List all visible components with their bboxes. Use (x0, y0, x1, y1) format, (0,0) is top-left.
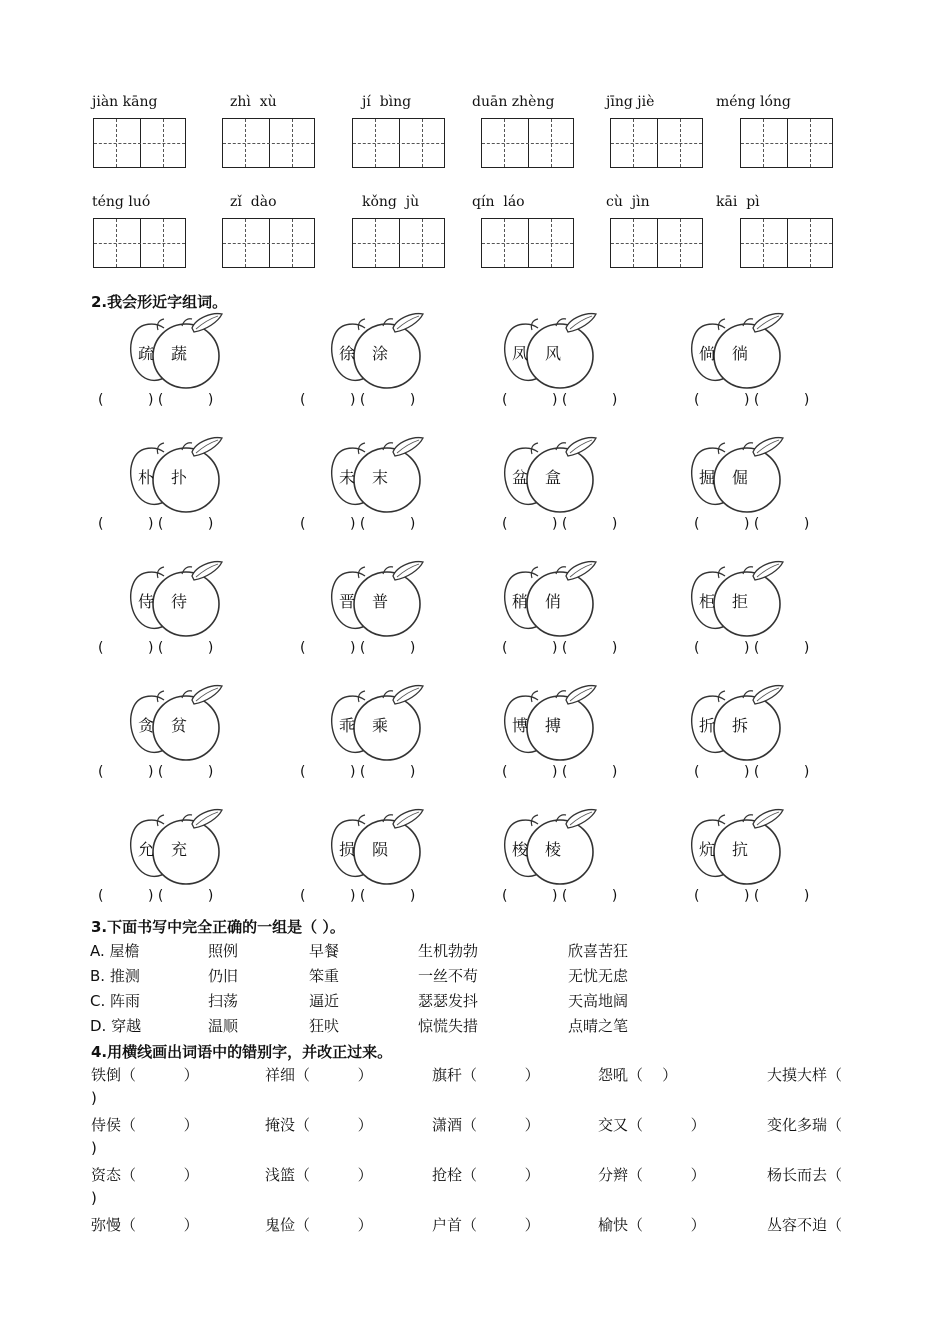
option-word: 一丝不苟 (418, 967, 479, 985)
option-word: 温顺 (208, 1017, 239, 1035)
option-word: 天高地阔 (568, 992, 629, 1010)
correction-item[interactable]: 祥细（ ） (265, 1066, 373, 1084)
character-left: 炕 (699, 840, 716, 859)
pinyin-label: jiàn kāng (92, 94, 158, 110)
character-left: 乖 (339, 716, 356, 735)
apple-character-pair (126, 558, 226, 638)
apple-character-pair (687, 310, 787, 390)
writing-grid[interactable] (352, 218, 445, 268)
character-left: 晋 (339, 592, 356, 611)
option-word: 惊慌失措 (418, 1017, 479, 1035)
option-word: 狂吠 (309, 1017, 340, 1035)
apple-character-pair (500, 310, 600, 390)
answer-blank-pair[interactable]: ( ) ( ) (300, 392, 416, 408)
correction-item[interactable]: 侍侯（ ） (91, 1116, 199, 1134)
answer-blank-pair[interactable]: ( ) ( ) (98, 392, 214, 408)
correction-item[interactable]: 怨吼（ ） (598, 1066, 678, 1084)
character-left: 梭 (512, 840, 529, 859)
answer-blank-pair[interactable]: ( ) ( ) (300, 640, 416, 656)
answer-blank-pair[interactable]: ( ) ( ) (300, 516, 416, 532)
character-right: 拒 (732, 592, 749, 611)
pinyin-label: zǐ dào (230, 194, 277, 210)
pinyin-label: kǒng jù (362, 194, 420, 210)
section-3-title: 3.下面书写中完全正确的一组是（ ）。 (91, 918, 345, 936)
character-left: 盆 (512, 468, 529, 487)
answer-blank-pair[interactable]: ( ) ( ) (694, 764, 810, 780)
character-left: 倘 (699, 344, 716, 363)
pinyin-label: jīng jiè (606, 94, 655, 110)
writing-grid[interactable] (93, 118, 186, 168)
character-right: 风 (545, 344, 562, 363)
apple-character-pair (687, 434, 787, 514)
correction-item[interactable]: 铁倒（ ） (91, 1066, 199, 1084)
character-right: 待 (171, 592, 188, 611)
apple-character-pair (126, 682, 226, 762)
pinyin-label: cù jìn (606, 194, 650, 210)
writing-grid[interactable] (481, 118, 574, 168)
answer-blank-pair[interactable]: ( ) ( ) (98, 764, 214, 780)
wrapped-paren: ) (91, 1089, 97, 1107)
character-left: 稍 (512, 592, 529, 611)
correction-item[interactable]: 户首（ ） (432, 1216, 540, 1234)
writing-grid[interactable] (610, 218, 703, 268)
apple-character-pair (126, 806, 226, 886)
option-word: 仍旧 (208, 967, 239, 985)
answer-blank-pair[interactable]: ( ) ( ) (98, 516, 214, 532)
character-left: 柜 (699, 592, 716, 611)
character-right: 抗 (732, 840, 749, 859)
apple-character-pair (500, 682, 600, 762)
apple-character-pair (126, 310, 226, 390)
correction-item[interactable]: 抢栓（ ） (432, 1166, 540, 1184)
apple-character-pair (126, 434, 226, 514)
character-left: 允 (138, 840, 155, 859)
option-word: 早餐 (309, 942, 340, 960)
correction-item[interactable]: 资态（ ） (91, 1166, 199, 1184)
answer-blank-pair[interactable]: ( ) ( ) (694, 640, 810, 656)
character-right: 乘 (372, 716, 389, 735)
wrapped-paren: ) (91, 1189, 97, 1207)
apple-character-pair (327, 682, 427, 762)
character-left: 侍 (138, 592, 155, 611)
correction-item[interactable]: 鬼俭（ ） (265, 1216, 373, 1234)
writing-grid[interactable] (352, 118, 445, 168)
option-label[interactable]: A. 屋檐 (90, 942, 140, 960)
option-word: 欣喜苦狂 (568, 942, 629, 960)
answer-blank-pair[interactable]: ( ) ( ) (300, 764, 416, 780)
apple-character-pair (327, 434, 427, 514)
apple-character-pair (687, 558, 787, 638)
apple-character-pair (500, 806, 600, 886)
option-label[interactable]: C. 阵雨 (90, 992, 141, 1010)
correction-item[interactable]: 杨长而去（ (767, 1166, 843, 1184)
writing-grid[interactable] (222, 118, 315, 168)
character-right: 贫 (171, 716, 188, 735)
character-left: 掘 (699, 468, 716, 487)
writing-grid[interactable] (740, 118, 833, 168)
character-right: 搏 (545, 716, 562, 735)
option-word: 瑟瑟发抖 (418, 992, 479, 1010)
option-word: 扫荡 (208, 992, 239, 1010)
character-left: 折 (699, 716, 716, 735)
answer-blank-pair[interactable]: ( ) ( ) (300, 888, 416, 904)
character-left: 博 (512, 716, 529, 735)
answer-blank-pair[interactable]: ( ) ( ) (502, 764, 618, 780)
answer-blank-pair[interactable]: ( ) ( ) (502, 888, 618, 904)
character-left: 徐 (339, 344, 356, 363)
writing-grid[interactable] (222, 218, 315, 268)
pinyin-label: méng lóng (716, 94, 791, 110)
answer-blank-pair[interactable]: ( ) ( ) (98, 640, 214, 656)
pinyin-label: téng luó (92, 194, 151, 210)
character-right: 倔 (732, 468, 749, 487)
correction-item[interactable]: 旗秆（ ） (432, 1066, 540, 1084)
answer-blank-pair[interactable]: ( ) ( ) (502, 516, 618, 532)
answer-blank-pair[interactable]: ( ) ( ) (694, 392, 810, 408)
correction-item[interactable]: 浅篮（ ） (265, 1166, 373, 1184)
apple-character-pair (500, 434, 600, 514)
option-word: 逼近 (309, 992, 340, 1010)
character-left: 凤 (512, 344, 529, 363)
character-right: 陨 (372, 840, 389, 859)
option-word: 照例 (208, 942, 239, 960)
writing-grid[interactable] (610, 118, 703, 168)
writing-grid[interactable] (740, 218, 833, 268)
character-right: 棱 (545, 840, 562, 859)
option-label[interactable]: D. 穿越 (90, 1017, 142, 1035)
correction-item[interactable]: 弥慢（ ） (91, 1216, 199, 1234)
section-2-title: 2.我会形近字组词。 (91, 293, 228, 311)
answer-blank-pair[interactable]: ( ) ( ) (502, 640, 618, 656)
character-right: 普 (372, 592, 389, 611)
character-right: 盒 (545, 468, 562, 487)
pinyin-label: qín láo (472, 194, 525, 210)
option-word: 笨重 (309, 967, 340, 985)
character-left: 未 (339, 468, 356, 487)
answer-blank-pair[interactable]: ( ) ( ) (694, 888, 810, 904)
answer-blank-pair[interactable]: ( ) ( ) (98, 888, 214, 904)
character-right: 徜 (732, 344, 749, 363)
writing-grid[interactable] (93, 218, 186, 268)
character-left: 损 (339, 840, 356, 859)
correction-item[interactable]: 掩没（ ） (265, 1116, 373, 1134)
correction-item[interactable]: 分辫（ ） (598, 1166, 706, 1184)
correction-item[interactable]: 交又（ ） (598, 1116, 706, 1134)
pinyin-label: zhì xù (230, 94, 277, 110)
option-word: 无忧无虑 (568, 967, 629, 985)
character-right: 扑 (171, 468, 188, 487)
correction-item[interactable]: 变化多瑞（ (767, 1116, 843, 1134)
option-label[interactable]: B. 推测 (90, 967, 140, 985)
character-right: 俏 (545, 592, 562, 611)
answer-blank-pair[interactable]: ( ) ( ) (694, 516, 810, 532)
character-right: 拆 (732, 716, 749, 735)
apple-character-pair (327, 558, 427, 638)
correction-item[interactable]: 潇酒（ ） (432, 1116, 540, 1134)
apple-character-pair (687, 806, 787, 886)
character-left: 朴 (138, 468, 155, 487)
character-right: 涂 (372, 344, 389, 363)
option-word: 点晴之笔 (568, 1017, 629, 1035)
pinyin-label: duān zhèng (472, 94, 555, 110)
character-left: 疏 (138, 344, 155, 363)
apple-character-pair (327, 806, 427, 886)
option-word: 生机勃勃 (418, 942, 479, 960)
apple-character-pair (500, 558, 600, 638)
character-right: 蔬 (171, 344, 188, 363)
wrapped-paren: ) (91, 1139, 97, 1157)
character-right: 末 (372, 468, 389, 487)
pinyin-label: kāi pì (716, 194, 760, 210)
correction-item[interactable]: 榆快（ ） (598, 1216, 706, 1234)
section-4-title: 4.用横线画出词语中的错别字，并改正过来。 (91, 1043, 393, 1061)
correction-item[interactable]: 大摸大样（ (767, 1066, 843, 1084)
character-right: 充 (171, 840, 188, 859)
correction-item[interactable]: 丛容不迫（ (767, 1216, 843, 1234)
answer-blank-pair[interactable]: ( ) ( ) (502, 392, 618, 408)
apple-character-pair (327, 310, 427, 390)
writing-grid[interactable] (481, 218, 574, 268)
apple-character-pair (687, 682, 787, 762)
character-left: 贪 (138, 716, 155, 735)
pinyin-label: jí bìng (362, 94, 412, 110)
